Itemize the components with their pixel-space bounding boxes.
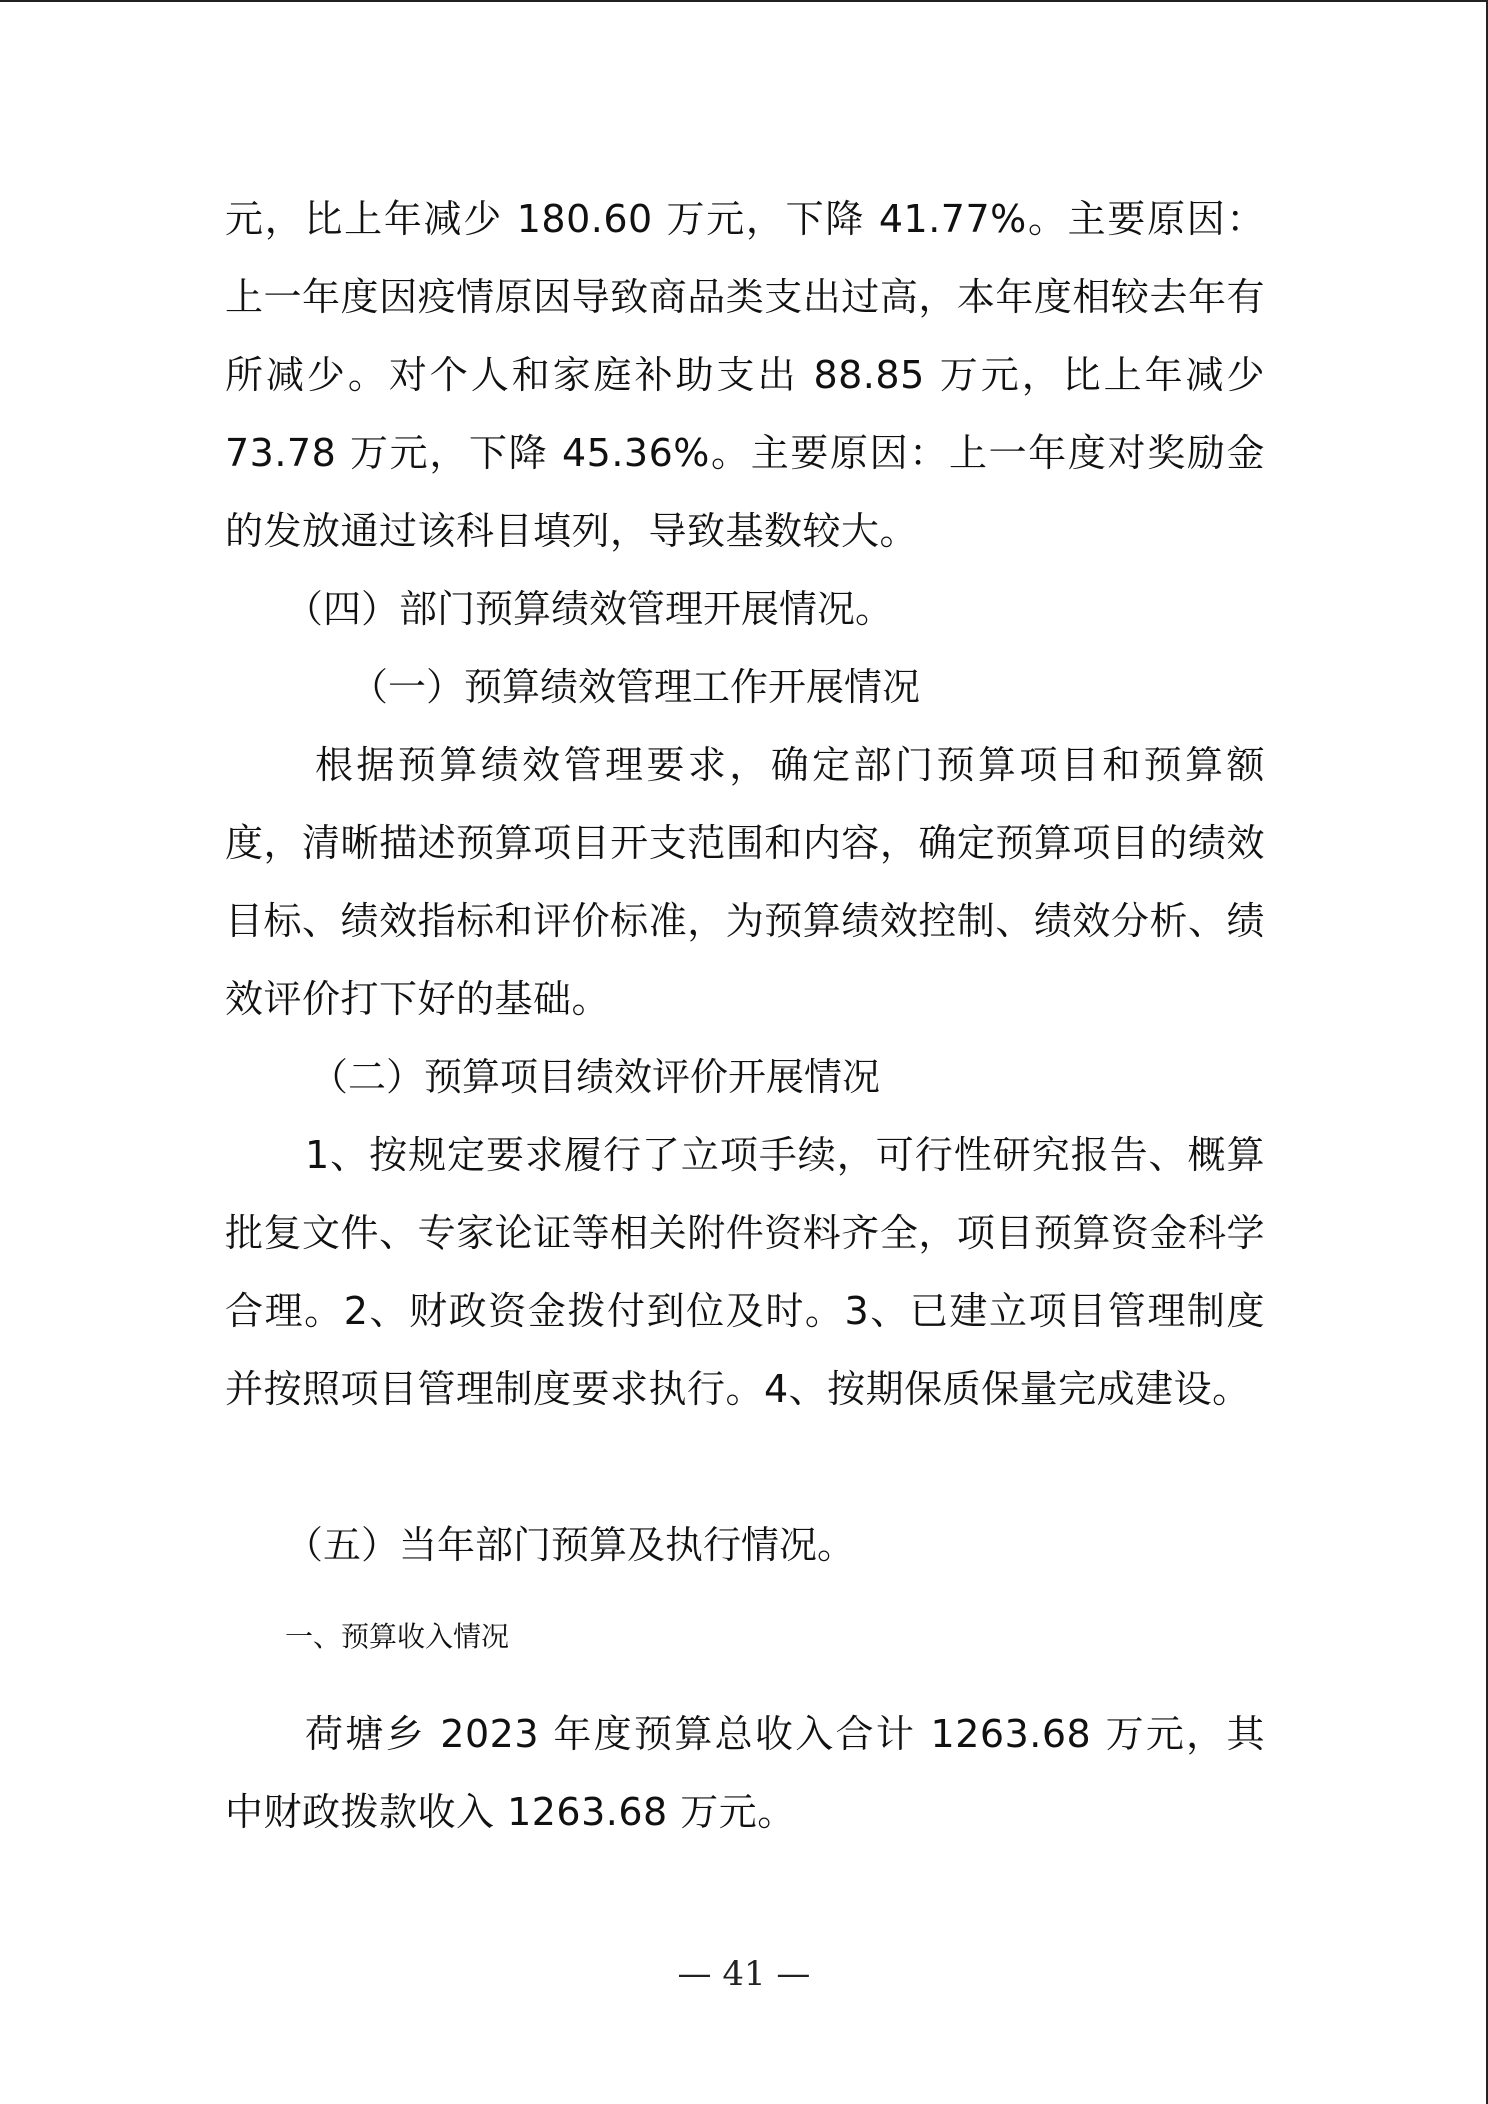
subsection-heading-budget-income: 一、预算收入情况: [285, 1620, 510, 1653]
paragraph-performance-work: 根据预算绩效管理要求，确定部门预算项目和预算额度，清晰描述预算项目开支范围和内容，确定预算项目的绩效目标、绩效指标和评价标准，为预算绩效控制、绩效分析、绩效评价打下好的基础。: [225, 743, 1265, 1021]
page-number: — 41 —: [677, 1954, 811, 1994]
paragraph-project-evaluation: 1、按规定要求履行了立项手续，可行性研究报告、概算批复文件、专家论证等相关附件资料齐全，项目预算资金科学合理。2、财政资金拨付到位及时。3、已建立项目管理制度并按照项目管理制度要求执行。4、按期保质保量完成建设。: [225, 1133, 1265, 1411]
subsection-heading-performance-work: （一）预算绩效管理工作开展情况: [350, 665, 921, 709]
page-border-top: [0, 0, 1488, 2]
paragraph-budget-income: 荷塘乡 2023 年度预算总收入合计 1263.68 万元，其中财政拨款收入 1263.68 万元。: [225, 1712, 1265, 1834]
paragraph-expenditure-summary: 元，比上年减少 180.60 万元，下降 41.77%。主要原因：上一年度因疫情原因导致商品类支出过高，本年度相较去年有所减少。对个人和家庭补助支出 88.85 万元，比上年减少 73.78 万元，下降 45.36%。主要原因：上一年度对奖励金的发放通过该科目填列，导致基数较大。: [225, 197, 1265, 553]
section-heading-performance-management: （四）部门预算绩效管理开展情况。: [285, 587, 894, 631]
subsection-heading-project-evaluation: （二）预算项目绩效评价开展情况: [310, 1055, 881, 1099]
section-heading-budget-execution: （五）当年部门预算及执行情况。: [285, 1523, 856, 1567]
